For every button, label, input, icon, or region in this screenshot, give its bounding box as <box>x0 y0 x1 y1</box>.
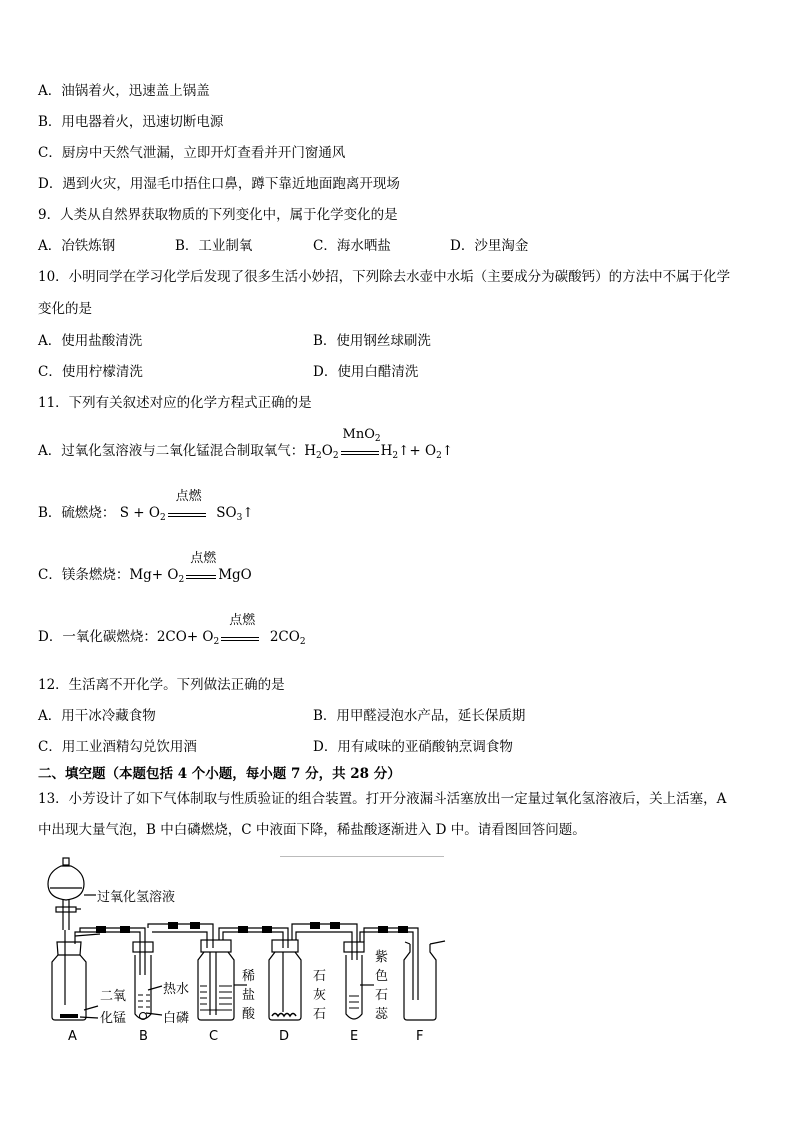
q11-option-b: B．硫燃烧： $S + O_2$ 点燃 $SO_3↑$ <box>38 488 254 523</box>
q12-stem: 12．生活离不开化学。下列做法正确的是 <box>38 677 285 693</box>
label-limestone-2: 灰 <box>313 988 327 1003</box>
q8-option-d: D．遇到火灾，用湿毛巾捂住口鼻，蹲下靠近地面跑离开现场 <box>38 176 400 192</box>
q10-stem-line1: 10．小明同学在学习化学后发现了很多生活小妙招，下列除去水壶中水垢（主要成分为碳酸钙）的方法中不属于化学 <box>38 269 731 285</box>
label-mno2-1: 二氧 <box>100 989 127 1004</box>
catalyst-label: MnO <box>342 426 375 442</box>
label-limestone-3: 石 <box>313 1007 327 1022</box>
section-title: 二、填空题（本题包括 4 个小题，每小题 7 分，共 28 分） <box>38 766 401 782</box>
q10-stem-line2: 变化的是 <box>38 301 92 317</box>
q13-line1: 13．小芳设计了如下气体制取与性质验证的组合装置。打开分液漏斗活塞放出一定量过氧化氢溶液后，关上活塞，A <box>38 791 727 807</box>
label-hcl-3: 酸 <box>242 1007 256 1022</box>
q10-option-d: D．使用白醋清洗 <box>313 364 419 380</box>
q10-option-c: C．使用柠檬清洗 <box>38 364 143 380</box>
label-litmus-1: 紫 <box>375 950 389 965</box>
letter-f: F <box>416 1029 424 1044</box>
q11-stem: 11．下列有关叙述对应的化学方程式正确的是 <box>38 395 312 411</box>
q12-option-a: A．用干冰冷藏食物 <box>38 708 156 724</box>
label-litmus-2: 色 <box>375 969 389 984</box>
label-h2o2: 过氧化氢溶液 <box>97 890 176 905</box>
letter-a: A <box>68 1029 77 1044</box>
q10-option-a: A．使用盐酸清洗 <box>38 333 143 349</box>
q9-option-a: A．冶铁炼钢 <box>38 238 116 254</box>
double-line-sign <box>168 488 206 521</box>
q13-line2: 中出现大量气泡，B 中白磷燃烧，C 中液面下降，稀盐酸逐渐进入 D 中。请看图回答问题。 <box>38 822 586 838</box>
q9-stem: 9．人类从自然界获取物质的下列变化中，属于化学变化的是 <box>38 207 398 223</box>
letter-d: D <box>279 1029 290 1044</box>
ignite-condition: 点燃 <box>175 488 202 504</box>
q12-option-b: B．用甲醛浸泡水产品，延长保质期 <box>313 708 526 724</box>
letter-b: B <box>139 1029 148 1044</box>
q10-option-b: B．使用钢丝球刷洗 <box>313 333 431 349</box>
label-mno2-2: 化锰 <box>100 1011 127 1026</box>
label-limestone-1: 石 <box>313 969 327 984</box>
ignite-condition: 点燃 <box>190 550 217 566</box>
q9-option-d: D．沙里淘金 <box>450 238 529 254</box>
label-white-phosphorus: 白磷 <box>163 1011 190 1026</box>
q12-option-d: D．用有咸味的亚硝酸钠烹调食物 <box>313 739 513 755</box>
q8-option-b: B．用电器着火，迅速切断电源 <box>38 114 224 130</box>
label-litmus-4: 蕊 <box>375 1007 389 1022</box>
bottle-a <box>52 930 100 1020</box>
letter-c: C <box>209 1029 219 1044</box>
separatory-funnel <box>48 858 96 930</box>
label-hcl-2: 盐 <box>242 988 256 1003</box>
separator-line <box>280 856 444 857</box>
ignite-condition: 点燃 <box>229 612 256 628</box>
q9-option-b: B．工业制氧 <box>175 238 253 254</box>
double-line-sign <box>221 612 259 645</box>
q11-option-a: A．过氧化氢溶液与二氧化锰混合制取氧气：$H_2O_2$ MnO$_2$ $H_2↑+$ $O_2↑$ <box>38 426 454 461</box>
q11-option-b-label: B．硫燃烧： <box>38 505 116 521</box>
q9-option-c: C．海水晒盐 <box>313 238 391 254</box>
bottle-d <box>269 940 301 1020</box>
double-line-sign <box>341 426 381 459</box>
q11-option-d: D．一氧化碳燃烧：$2CO+ O_2$ 点燃 $2CO_2$ <box>38 612 306 647</box>
label-litmus-3: 石 <box>375 988 389 1003</box>
double-line-sign <box>186 550 217 583</box>
q11-option-a-label: A．过氧化氢溶液与二氧化锰混合制取氧气： <box>38 443 305 459</box>
bottle-f <box>404 941 445 1020</box>
label-hot-water: 热水 <box>163 982 190 997</box>
label-hcl-1: 稀 <box>242 969 256 984</box>
q11-option-c: C．镁条燃烧：$Mg+ O_2$ 点燃 MgO <box>38 550 252 585</box>
q8-option-c: C．厨房中天然气泄漏，立即开灯查看并开门窗通风 <box>38 145 346 161</box>
catalyst-subscript: 2 <box>374 433 381 444</box>
q8-option-a: A．油锅着火，迅速盖上锅盖 <box>38 83 210 99</box>
q11-option-d-label: D．一氧化碳燃烧： <box>38 629 157 645</box>
test-tube-b <box>133 942 162 1019</box>
letter-e: E <box>350 1029 359 1044</box>
test-tube-e <box>344 942 374 1019</box>
q11-option-c-label: C．镁条燃烧： <box>38 567 130 583</box>
bottle-c <box>198 940 247 1020</box>
q12-option-c: C．用工业酒精勾兑饮用酒 <box>38 739 197 755</box>
